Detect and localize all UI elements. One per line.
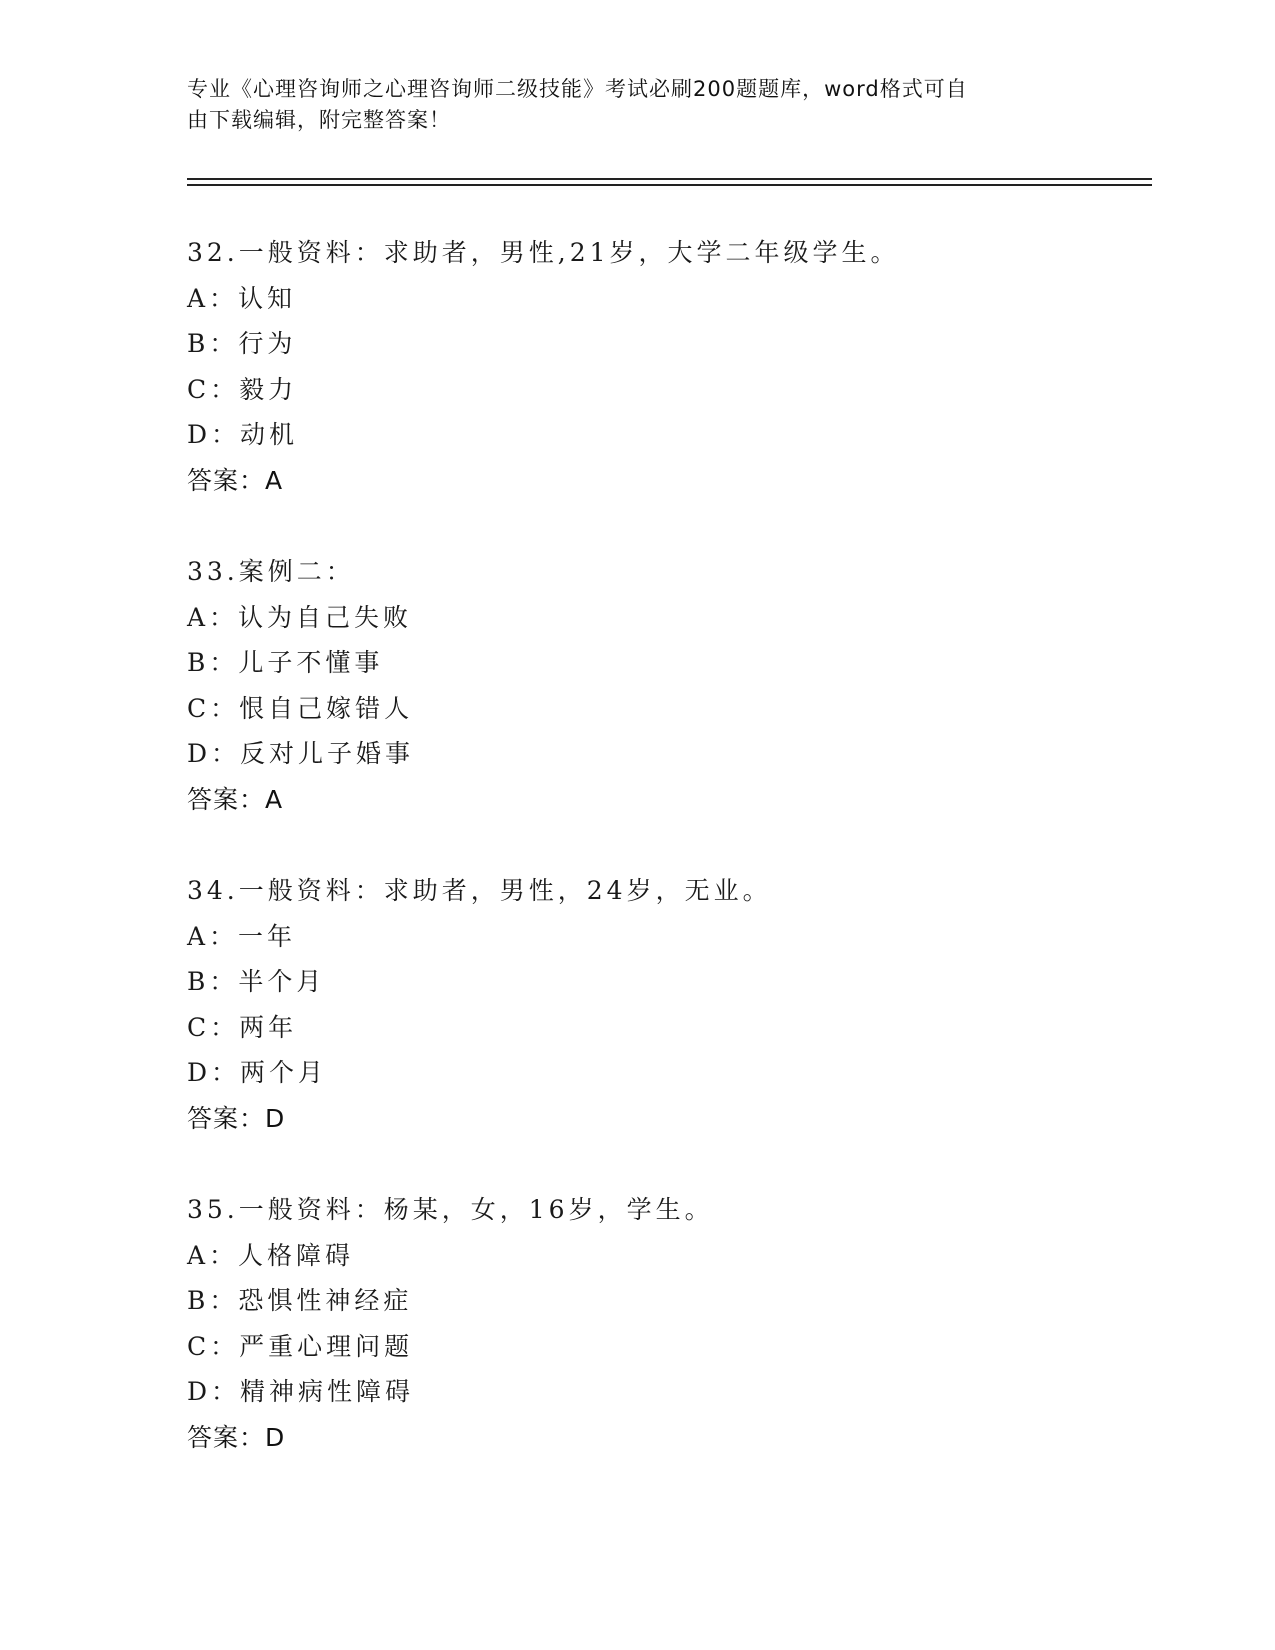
header-line-2: 由下载编辑，附完整答案！ xyxy=(187,108,451,132)
question-block xyxy=(187,1187,1087,1460)
question-block xyxy=(187,868,1087,1141)
option-c: C：毅力 xyxy=(187,374,298,404)
option-d: D：反对儿子婚事 xyxy=(187,739,415,768)
question-stem: 33.案例二： xyxy=(187,557,355,586)
option-c: C：恨自己嫁错人 xyxy=(187,693,414,723)
question-block xyxy=(187,549,1087,822)
option-b: B：半个月 xyxy=(187,967,326,996)
option-b: B：恐惧性神经症 xyxy=(187,1286,413,1315)
option-b: B：行为 xyxy=(187,329,297,358)
option-a: A：认为自己失败 xyxy=(187,602,413,632)
question-stem: 35.一般资料：杨某，女，16岁，学生。 xyxy=(187,1195,714,1224)
option-d: D：动机 xyxy=(187,420,299,449)
option-a: A：一年 xyxy=(187,921,297,951)
document-header xyxy=(187,74,1067,136)
option-d: D：两个月 xyxy=(187,1058,328,1087)
option-a: A：人格障碍 xyxy=(187,1240,355,1270)
answer-line: 答案：A xyxy=(187,784,284,814)
option-c: C：严重心理问题 xyxy=(187,1331,414,1361)
question-stem: 34.一般资料：求助者，男性，24岁，无业。 xyxy=(187,876,772,905)
option-b: B：儿子不懂事 xyxy=(187,648,384,677)
header-divider-top xyxy=(187,178,1152,180)
option-a: A：认知 xyxy=(187,283,297,313)
header-line-1: 专业《心理咨询师之心理咨询师二级技能》考试必刷200题题库，word格式可自 xyxy=(187,77,968,101)
answer-line: 答案：D xyxy=(187,1103,286,1133)
question-block xyxy=(187,230,1087,503)
answer-line: 答案：D xyxy=(187,1422,286,1452)
option-d: D：精神病性障碍 xyxy=(187,1377,415,1406)
header-divider-bottom xyxy=(187,184,1152,186)
question-stem: 32.一般资料：求助者，男性,21岁，大学二年级学生。 xyxy=(187,238,900,267)
answer-line: 答案：A xyxy=(187,465,284,495)
option-c: C：两年 xyxy=(187,1012,298,1042)
